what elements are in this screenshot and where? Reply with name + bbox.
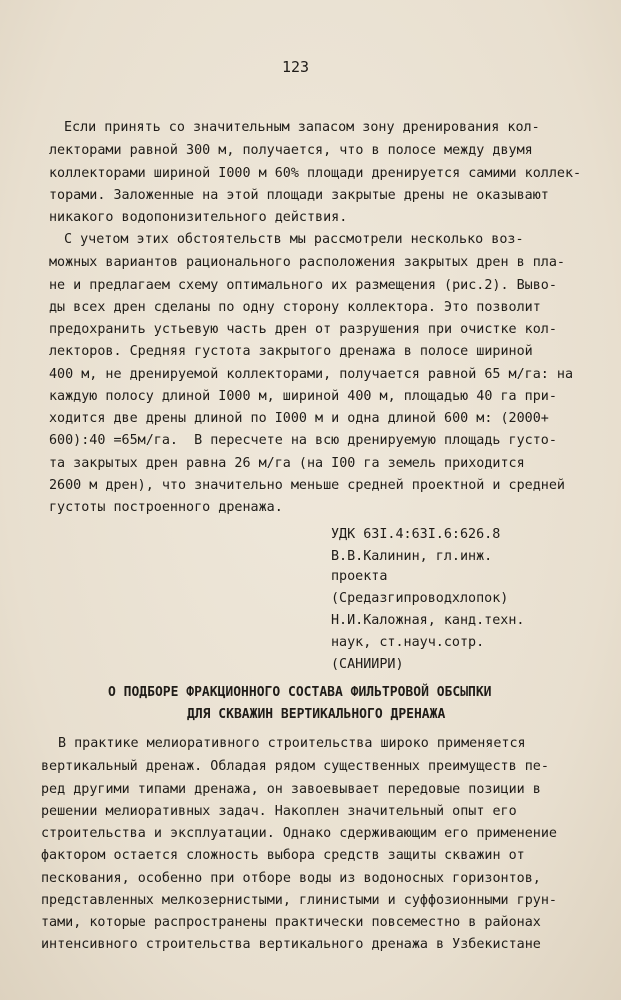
paragraph-1-line-3: коллекторами шириной I000 м 60% площади дренируется самими коллек-	[49, 166, 582, 181]
author-line-6: (САНИИРИ)	[331, 657, 404, 672]
paragraph-1-line-2: лекторами равной 300 м, получается, что в полосе между двумя	[49, 143, 533, 158]
author-line-2: проекта	[331, 569, 388, 584]
paragraph-2-line-1: С учетом этих обстоятельств мы рассмотрели несколько воз-	[64, 232, 524, 247]
paragraph-3-line-5: строительства и эксплуатации. Однако сдерживающим его применение	[41, 826, 557, 841]
paragraph-2-line-13: густоты построенного дренажа.	[49, 500, 283, 515]
paragraph-3-line-4: решении мелиоративных задач. Накоплен значительный опыт его	[41, 804, 517, 819]
udc-code: УДК 63I.4:63I.6:626.8	[331, 527, 501, 542]
paragraph-2-line-12: 2600 м дрен), что значительно меньше средней проектной и средней	[49, 478, 565, 493]
paragraph-2-line-11: та закрытых дрен равна 26 м/га (на I00 га земель приходится	[49, 456, 525, 471]
paragraph-2-line-8: каждую полосу длиной I000 м, шириной 400 м, площадью 40 га при-	[49, 389, 557, 404]
article-title-line-2: ДЛЯ СКВАЖИН ВЕРТИКАЛЬНОГО ДРЕНАЖА	[187, 707, 446, 722]
paragraph-3-line-1: В практике мелиоративного строительства широко применяется	[58, 736, 526, 751]
paragraph-3-line-6: фактором остается сложность выбора средств защиты скважин от	[41, 848, 525, 863]
paragraph-3-line-8: представленных мелкозернистыми, глинистыми и суффозионными грун-	[41, 893, 557, 908]
page-number: 123	[282, 58, 310, 76]
paragraph-2-line-7: 400 м, не дренируемой коллекторами, получается равной 65 м/га: на	[49, 367, 574, 382]
paragraph-1-line-4: торами. Заложенные на этой площади закрытые дрены не оказывают	[49, 188, 549, 203]
paragraph-3-line-3: ред другими типами дренажа, он завоевывает передовые позиции в	[41, 782, 541, 797]
paragraph-2-line-4: ды всех дрен сделаны по одну сторону коллектора. Это позволит	[49, 300, 541, 315]
author-line-4: Н.И.Каложная, канд.техн.	[331, 613, 525, 628]
paragraph-3-line-10: интенсивного строительства вертикального дренажа в Узбекистане	[41, 937, 541, 952]
paragraph-2-line-10: 600):40 =65м/га. В пересчете на всю дренируемую площадь густо-	[49, 433, 557, 448]
paragraph-1-line-1: Если принять со значительным запасом зону дренирования кол-	[64, 120, 540, 135]
paragraph-2-line-9: ходится две дрены длиной по I000 м и одна длиной 600 м: (2000+	[49, 411, 549, 426]
paragraph-3-line-7: пескования, особенно при отборе воды из водоносных горизонтов,	[41, 871, 541, 886]
paragraph-3-line-9: тами, которые распространены практически повсеместно в районах	[41, 915, 541, 930]
paragraph-2-line-5: предохранить устьевую часть дрен от разрушения при очистке кол-	[49, 322, 557, 337]
author-line-5: наук, ст.науч.сотр.	[331, 635, 485, 650]
paragraph-3-line-2: вертикальный дренаж. Обладая рядом существенных преимуществ пе-	[41, 759, 549, 774]
paragraph-1-line-5: никакого водопонизительного действия.	[49, 210, 348, 225]
article-title-line-1: О ПОДБОРЕ ФРАКЦИОННОГО СОСТАВА ФИЛЬТРОВОЙ ОБСЫПКИ	[108, 685, 492, 700]
author-line-3: (Средазгипроводхлопок)	[331, 591, 509, 606]
paragraph-2-line-6: лекторов. Средняя густота закрытого дренажа в полосе шириной	[49, 344, 533, 359]
author-line-1: В.В.Калинин, гл.инж.	[331, 549, 493, 564]
paragraph-2-line-2: можных вариантов рационального расположения закрытых дрен в пла-	[49, 255, 565, 270]
paragraph-2-line-3: не и предлагаем схему оптимального их размещения (рис.2). Выво-	[49, 278, 557, 293]
